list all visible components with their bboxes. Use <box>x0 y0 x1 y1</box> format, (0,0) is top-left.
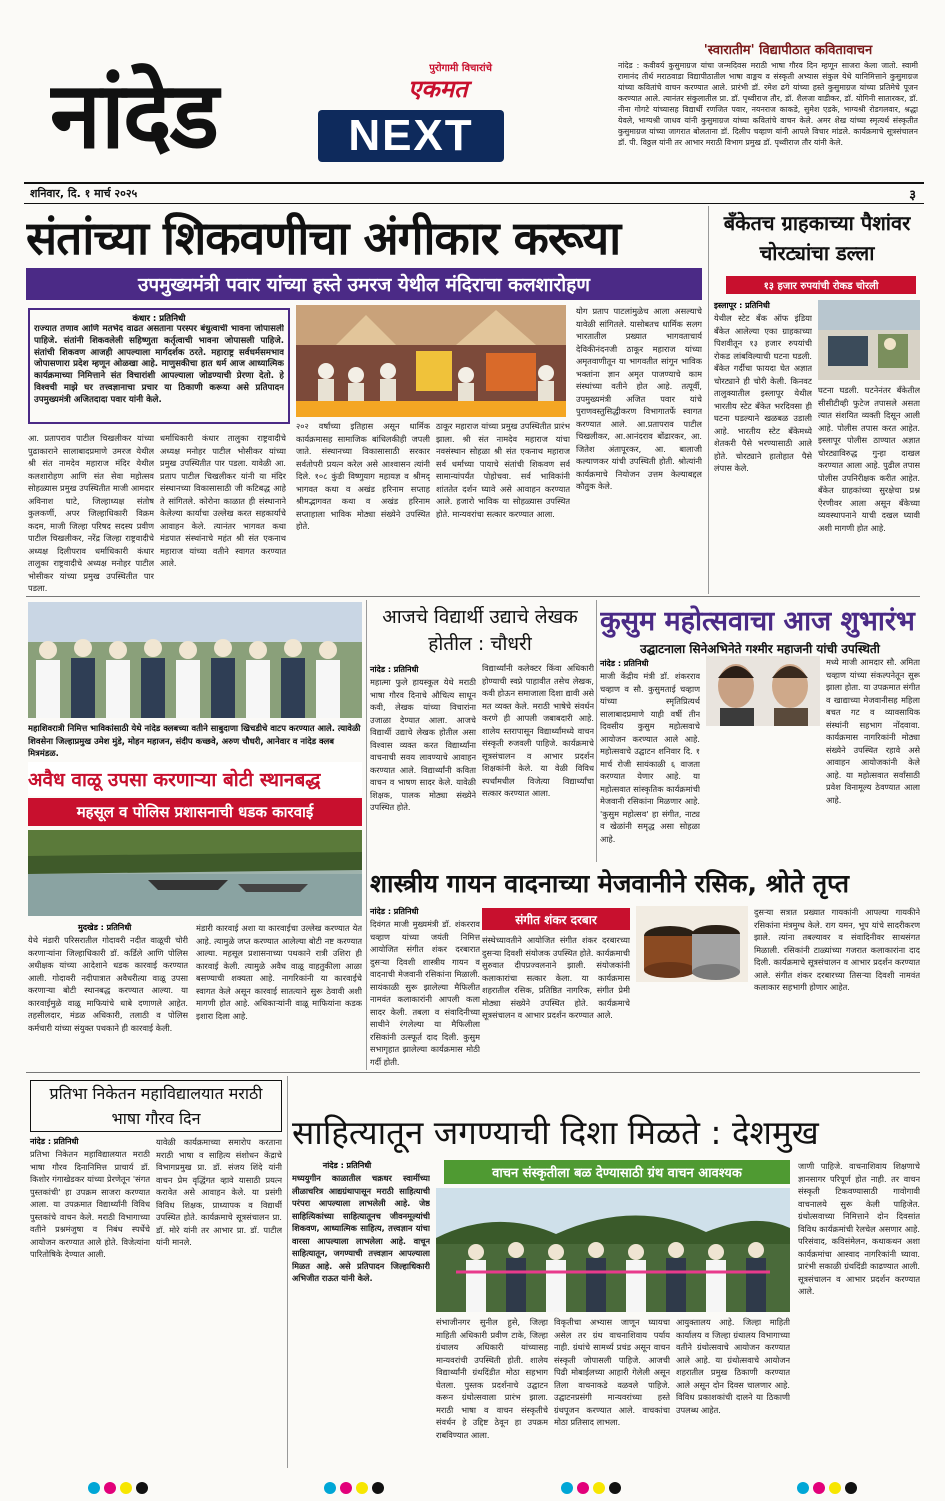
divider <box>596 600 597 862</box>
sand-band: महसूल व पोलिस प्रशासनाची धडक कारवाई <box>28 798 362 826</box>
temple-event-photo <box>296 305 566 417</box>
student-dateline: नांदेड : प्रतिनिधी <box>370 665 419 674</box>
book-festival-photo <box>436 1188 790 1312</box>
brand-logo: एकमत <box>408 75 468 103</box>
student-text-2: विद्यार्थ्यांनी कलेक्टर किंवा अधिकारी होण्याची स्वप्ने पाहावीत तसेच लेखक, कवी होऊन समाजाला दिशा द्यावी असे मत व्यक्त केले. मराठी भाषेचे संवर्धन करणे ही आपली जबाबदारी आहे. शालेय स्तरापासून विद्यार्थ्यांमध्ये वाचन संस्कृती रुजवली पाहिजे. कार्यक्रमाचे सूत्रसंचालन व आभार प्रदर्शन शिक्षकांनी केले. या वेळी विविध स्पर्धांमधील विजेत्या विद्यार्थ्यांचा सत्कार करण्यात आला. <box>482 663 594 798</box>
divider <box>366 600 367 1070</box>
classical-band: संगीत शंकर दरबार <box>482 908 630 930</box>
classical-headline: शास्त्रीय गायन वादनाच्या मेजवानीने रसिक, श्रोते तृप्त <box>370 869 850 898</box>
main-lead: राज्यात तणाव आणि मतभेद वाढत असताना परस्पर बंधुत्वाची भावना जोपासली पाहिजे. संतांनी शिकवलेली सहिष्णुता कर्तृत्वाची भावना जोपासली पाहिजे. संतांची शिकवण आजही आपल्याला मार्गदर्शक ठरते. महाराष्ट्र सर्वधर्मसमभाव जोपासणारा प्रदेश म्हणून ओळखा आहे. माणुसकीचा हात धर्म आज आध्यात्मिक कार्यक्रमाच्या निमित्ताने संत विचारांशी आपल्याला जोडण्याची प्रेरणा देतो. हे विश्वची माझे घर तत्त्वज्ञानाचा प्रचार या ठिकाणी करूया असे प्रतिपादन उपमुख्यमंत्री अजितदादा पवार यांनी केले. <box>34 324 284 405</box>
sahitya-text-2: संभाजीनगर सुनील हुसे, जिल्हा माहिती अधिकारी प्रवीण टाके, जिल्हा ग्रंथालय अधिकारी यांच्यासह मान्यवरांची उपस्थिती होती. शालेय विद्यार्थ्यांनी ग्रंथदिंडीत मोठा सहभाग घेतला. पुस्तक प्रदर्शनाचे उद्घाटन करून ग्रंथोत्सवाला प्रारंभ झाला. मराठी भाषा व वाचन संस्कृतीचे संवर्धन हे उद्दिष्ट ठेवून हा उपक्रम राबविण्यात आला. <box>436 1317 548 1440</box>
main-col-1: आ. प्रतापराव पाटील चिखलीकर यांच्या पुढाकाराने सालाबादप्रमाणे उमरज येथील श्री संत नामदेव महाराज मंदिर येथील कलशारोहण आणि संत सेवा महोत्सव सोहळ्यास प्रमुख उपस्थितीत माजी आमदार अविनाश घाटे, जिल्हाध्यक्ष संतोष कुलकर्णी, अपर जिल्हाधिकारी विक्रम कदम, माजी जिल्हा परिषद सदस्य प्रवीण पाटील चिखलीकर, नरेंद्र जिल्हा राष्ट्रवादीचे अध्यक्ष दिलीपराव धर्माधिकारी कंधार तालुका राष्ट्रवादीचे अध्यक्ष मनोहर पाटील भोसीकर यांच्या प्रमुख उपस्थितीत पार पडला. <box>28 433 154 592</box>
main-dateline: कंधार : प्रतिनिधी <box>132 314 186 324</box>
classical-text-2: संस्थेच्यावतीने आयोजित संगीत शंकर दरबारच्या दुसऱ्या दिवशी संयोजक उपस्थित होते. कार्यक्रमाची सुरुवात दीपप्रज्वलनाने झाली. संयोजकांनी कलाकारांचा सत्कार केला. या कार्यक्रमास शहरातील रसिक, प्रतिष्ठित नागरिक, संगीत प्रेमी मोठ्या संख्येने उपस्थित होते. कार्यक्रमाचे सूत्रसंचालन व आभार प्रदर्शन करण्यात आले. <box>482 935 630 1020</box>
main-lead-box <box>28 308 290 424</box>
kusum-dateline: नांदेड : प्रतिनिधी <box>600 659 649 668</box>
classical-text-3: दुसऱ्या सत्रात प्रख्यात गायकांनी आपल्या गायकीने रसिकांना मंत्रमुग्ध केले. राग यमन, भूप यांचे सादरीकरण झाले. त्यांना तबल्यावर व संवादिनीवर साथसंगत मिळाली. रसिकांनी टाळ्यांच्या गजरात कलाकारांना दाद दिली. कार्यक्रमाचे सूत्रसंचालन व आभार प्रदर्शन करण्यात आले. संगीत शंकर दरबारच्या तिसऱ्या दिवशी नामवंत कलाकार सहभागी होणार आहेत. <box>754 907 920 992</box>
bank-dateline: इस्लापूर : प्रतिनिधी <box>714 301 770 310</box>
bank-photo <box>818 300 920 380</box>
issue-date: शनिवार, दि. १ मार्च २०२५ <box>30 187 138 200</box>
pratibha-text: प्रतिभा निकेतन महाविद्यालयात मराठी भाषा गौरव दिनानिमित्त प्राचार्य डॉ. किशोर गंगाखेडकर यांच्या प्रेरणेतून 'संगत पुस्तकांची' हा उपक्रम साजरा करण्यात आला. या उपक्रमात विद्यार्थ्यांनी विविध पुस्तकांचे वाचन केले. मराठी विभागाच्या वतीने प्रश्नमंजुषा व निबंध स्पर्धेचे आयोजन करण्यात आले होते. विजेत्यांना पारितोषिके देण्यात आली. <box>30 1149 150 1259</box>
kusum-text-2: मध्ये माजी आमदार सौ. अमिता चव्हाण यांच्या संकल्पनेतून सुरू झाला होता. या उपक्रमात संगीत व खाद्याच्या मेजवानीसह महिला बचत गट व व्यावसायिक संस्थांनी सहभाग नोंदवावा. कार्यक्रमास नागरिकांनी मोठ्या संख्येने उपस्थित रहावे असे आवाहन आयोजकांनी केले आहे. या महोत्सवात सर्वांसाठी प्रवेश विनामूल्य ठेवण्यात आला आहे. <box>826 657 920 805</box>
page-number: ३ <box>909 188 916 203</box>
sahitya-band: वाचन संस्कृतीला बळ देण्यासाठी ग्रंथ वाचन आवश्यक <box>444 1160 790 1184</box>
divider <box>26 596 920 597</box>
bank-text-2: घटना घडली. घटनेनंतर बँकेतील सीसीटीव्ही फुटेज तपासले असता त्यात संशयित व्यक्ती दिसून आली आहे. पोलीस तपास करत आहेत. इस्लापूर पोलीस ठाण्यात अज्ञात चोरट्याविरुद्ध गुन्हा दाखल करण्यात आला आहे. पुढील तपास पोलीस उपनिरीक्षक करीत आहेत. बँकेत ग्राहकांच्या सुरक्षेचा प्रश्न ऐरणीवर आला असून बँकेच्या व्यवस्थापनाने याची दखल घ्यावी अशी मागणी होत आहे. <box>818 385 920 533</box>
sahitya-text-4: आयुक्तालय आहे. जिल्हा माहिती कार्यालय व जिल्हा ग्रंथालय विभागाच्या वतीने ग्रंथोत्सवाचे आयोजन करण्यात आले आहे. या ग्रंथोत्सवाचे आयोजन शहरातील प्रमुख ठिकाणी करण्यात आले असून दोन दिवस चालणार आहे. विविध प्रकाशकांची दालने या ठिकाणी उपलब्ध आहेत. <box>676 1317 790 1415</box>
brand-tagline: पुरोगामी विचारांचे <box>429 63 492 74</box>
river-boat-photo <box>28 830 362 916</box>
bank-headline: बँकेतच ग्राहकाच्या पैशांवर चोरट्यांचा डल्ला <box>723 211 911 265</box>
classical-text: दिवंगत माजी मुख्यमंत्री डॉ. शंकरराव चव्हाण यांच्या जयंती निमित्त आयोजित संगीत शंकर दरबारात दुसऱ्या दिवशी शास्त्रीय गायन व वादनाची मेजवानी रसिकांना मिळाली. सायंकाळी सुरू झालेल्या मैफिलीत नामवंत कलाकारांनी आपली कला सादर केली. तबला व संवादिनीच्या साथीने रंगलेल्या या मैफिलीला रसिकांनी उत्स्फूर्त दाद दिली. कुसुम सभागृहात झालेल्या कार्यक्रमास मोठी गर्दी होती. <box>370 919 480 1067</box>
sand-text: येथे मंडारी परिसरातील गोदावरी नदीत वाळूची चोरी करणाऱ्यांना जिल्हाधिकारी डॉ. कर्डिले आणि पोलिस अधीक्षक यांच्या आदेशाने धडक कारवाई करण्यात आली. गोदावरी नदीपात्रात अवैधरीत्या वाळू उपसा करणाऱ्या बोटी स्थानबद्ध करण्यात आल्या. या कारवाईमुळे वाळू माफियांचे धाबे दणाणले आहेत. तहसीलदार, मंडळ अधिकारी, तलाठी व पोलिस कर्मचारी यांच्या संयुक्त पथकाने ही कारवाई केली. <box>28 935 188 1033</box>
divider <box>26 1072 920 1073</box>
main-col-5: योग प्रताप पाटलांमुळेच आला असल्याचे यावेळी सांगितले. यासोबतच धार्मिक सलग भारतातील प्रख्यात भागवताचार्य देविकीनंदनजी ठाकूर महाराज यांच्या अमृतवाणीतून या भागवतीत सांगून भाविक भक्तांना ज्ञान अमृत पाजण्याचे काम संस्थांच्या वतीने होत आहे. तत्पूर्वी, उपमुख्यमंत्री अजित पवार यांचे पुराणवस्तुसिद्धीकरण विभागातर्फे स्वागत करण्यात आले. आ.प्रतापराव पाटील चिखलीकर, आ.आनंदराव बोंढारकर, आ. जितेश अंतापूरकर, आ. बालाजी कल्याणकर यांची उपस्थिती होती. श्रोत्यांनी कार्यक्रमाचे नियोजन उत्तम केल्याबद्दल कौतुक केले. <box>576 306 702 491</box>
sahitya-text-5: जाणी पाहिजे. वाचनाशिवाय शिक्षणाचे ज्ञानसागर परिपूर्ण होत नाही. तर वाचन संस्कृती टिकवण्यासाठी गावोगावी वाचनालये सुरू केली पाहिजेत. ग्रंथोत्सवाच्या निमित्ताने दोन दिवसांत विविध कार्यक्रमांची रेलचेल असणार आहे. परिसंवाद, कविसंमेलन, कथाकथन अशा कार्यक्रमांचा आस्वाद नागरिकांनी घ्यावा. प्रारंभी सकाळी ग्रंथदिंडी काढण्यात आली. सूत्रसंचालन व आभार प्रदर्शन करण्यात आले. <box>798 1161 920 1296</box>
divider <box>287 1076 288 1468</box>
pratibha-headline: प्रतिभा निकेतन महाविद्यालयात मराठी भाषा गौरव दिन <box>30 1080 282 1132</box>
main-headline: संतांच्या शिकवणीचा अंगीकार करूया <box>26 211 621 265</box>
club-photo-caption: महाशिवरात्री निमित्त भाविकांसाठी येथे नांदेड क्लबच्या वतीने साबुदाणा खिचडीचे वाटप करण्यात आले. त्यावेळी शिवसेना जिल्हाप्रमुख उमेश मुंडे, मोहन महाजन, संदीप कच्छवे, अरुण चौधरी, आनेवार व नांदेड क्लब मित्रमंडळ. <box>28 723 361 758</box>
club-photo <box>28 602 362 718</box>
print-registration-marks <box>0 1478 945 1498</box>
kusum-headline: कुसुम महोत्सवाचा आज शुभारंभ <box>600 606 915 637</box>
sand-text-2: मंडारी कारवाई अशा या कारवाईचा उल्लेख करण्यात येत आहे. त्यामुळे जप्त करण्यात आलेल्या बोटी नष्ट करण्यात आल्या. महसूल प्रशासनाच्या पथकाने रात्री उशिरा ही कारवाई केली. त्यामुळे अवैध वाळू वाहतुकीला आळा बसण्याची शक्यता आहे. नागरिकांनी या कारवाईचे स्वागत केले असून कारवाई सातत्याने सुरू ठेवावी अशी मागणी होत आहे. अधिकाऱ्यांनी वाळू माफियांना कडक इशारा दिला आहे. <box>196 923 362 1021</box>
top-right-headline: 'स्वारातीम' विद्यापीठात कवितावाचन <box>703 43 873 58</box>
sahitya-text: मध्ययुगीन काळातील चक्रधर स्वामींच्या लीळाचरित्र आद्यग्रंथापासून मराठी साहित्याची परंपरा आपल्याला लाभलेली आहे. जेष्ठ साहित्यिकांच्या साहित्यातूनच जीवनमूल्यांची शिकवण, आध्यात्मिक साहित्य, तत्त्वज्ञान यांचा वारसा आपल्याला लाभलेला आहे. वाचून साहित्यातून, जगण्याची तत्त्वज्ञान आपल्याला मिळत आहे. असे प्रतिपादन जिल्हाधिकारी अभिजीत राऊत यांनी केले. <box>292 1173 430 1283</box>
sand-headline: अवैध वाळू उपसा करणाऱ्या बोटी स्थानबद्ध <box>28 762 362 796</box>
sahitya-text-3: विकृतीचा अभ्यास जाणून घ्यायचा असेल तर ग्रंथ वाचनाशिवाय पर्याय नाही. ग्रंथांचे सामर्थ्य प्रचंड असून वाचन संस्कृती जोपासली पाहिजे. आजची पिढी मोबाईलच्या आहारी गेलेली असून तिला वाचनाकडे वळवले पाहिजे. उद्घाटनप्रसंगी मान्यवरांच्या हस्ते ग्रंथपूजन करण्यात आले. वाचकांचा मोठा प्रतिसाद लाभला. <box>554 1317 670 1427</box>
main-col-3: २०२ वर्षांच्या इतिहास असून धार्मिक कार्यक्रमासह सामाजिक बांधिलकीही जपली जाते. संस्थानच्या विकासासाठी सरकार सर्वतोपरी प्रयत्न करेल असे आश्वासन त्यांनी दिले. १०८ कुंडी विष्णुयाग महायज्ञ व श्रीमद् भागवत कथा व अखंड हरिनाम सप्ताह श्रीमद्भागवत कथा व अखंड हरिनाम सप्ताहाला भाविक मोठ्या संख्येने उपस्थित होते. <box>296 421 430 531</box>
kusum-text: माजी केंद्रीय मंत्री डॉ. शंकरराव चव्हाण व सौ. कुसुमताई चव्हाण यांच्या स्मृतिप्रित्यर्थ सालाबादप्रमाणे याही वर्षी तीन दिवसीय कुसुम महोत्सवाचे आयोजन करण्यात आले आहे. महोत्सवाचे उद्घाटन शनिवार दि. १ मार्च रोजी सायंकाळी ६ वाजता करण्यात येणार आहे. या महोत्सवात सांस्कृतिक कार्यक्रमांची मेजवानी रसिकांना मिळणार आहे. 'कुसुम महोत्सव' हा संगीत, नाट्य व खेळांनी समृद्ध असा सोहळा आहे. <box>600 671 700 844</box>
sand-dateline: मुदखेड : प्रतिनिधी <box>78 923 132 932</box>
main-col-2: धर्माधिकारी कंधार तालुका राष्ट्रवादीचे अध्यक्ष मनोहर पाटील भोसीकर यांच्या प्रमुख उपस्थितीत पार पडला. यावेळी आ. प्रताप पाटील चिखलीकर यांनी या मंदिर संस्थानच्या विकासासाठी जी कटिबद्ध आहे ते सांगितले. कोरोना काळात ही संस्थानाने केलेल्या कार्याचा उल्लेख करत सहकार्याचे आवाहन केले. त्यानंतर भागवत कथा मंडपात संस्थांनाचे महंत श्री संत एकनाथ महाराज यांच्या वतीने स्वागत करण्यात आले. <box>160 433 286 568</box>
masthead-city: नांदेड <box>50 62 217 169</box>
sahitya-dateline: नांदेड : प्रतिनिधी <box>322 1161 372 1170</box>
top-right-text: नांदेड : कवीवर्य कुसुमाग्रज यांचा जन्मदिवस मराठी भाषा गौरव दिन म्हणून साजरा केला जातो. स्वामी रामानंद तीर्थ मराठवाडा विद्यापीठातील भाषा वाङ्मय व संस्कृती अभ्यास संकुल येथे यानिमित्ताने कुसुमाग्रज यांच्या कवितांचे वाचन करण्यात आले. प्रारंभी डॉ. रमेश ढगे यांच्या हस्ते कुसुमाग्रज यांच्या प्रतिमेचे पूजन करण्यात आले. त्यानंतर संकुलातील प्रा. डॉ. पृथ्वीराज तौर, डॉ. शैलजा वाडीकर, डॉ. योगिनी सातारकर, डॉ. नीना गोगटे यांच्यासह विद्यार्थी रणजित पवार, नयनराज काकडे, सुमेश एडके, भाग्यश्री रोडगलवार, श्रद्धा येवले, भाग्यश्री जाधव यांनी कुसुमाग्रज यांच्या कवितांचे वाचन केले. अमर शेख यांच्या स्मृत्यर्थ संस्कृतीत कुसुमाग्रज यांच्या जागरात बोलताना डॉ. दिलीप चव्हाण यांनी आपले विचार मांडले. कार्यक्रमाचे सूत्रसंचालन डॉ. पी. विठ्ठल यांनी तर आभार मराठी विभाग प्रमुख डॉ. पृथ्वीराज तौर यांनी केले. <box>618 61 918 147</box>
actor-photo <box>706 656 820 726</box>
pratibha-dateline: नांदेड : प्रतिनिधी <box>30 1137 79 1146</box>
pratibha-text-2: यावेळी कार्यक्रमाच्या समारोप करताना मराठी भाषा व साहित्य संशोधन केंद्राचे विभागप्रमुख प्रा. डॉ. संजय शिंदे यांनी वाचन प्रेम वृद्धिंगत व्हावे यासाठी प्रयत्न करावेत असे आवाहन केले. या प्रसंगी विविध शिक्षक, प्राध्यापक व विद्यार्थी उपस्थित होते. कार्यक्रमाचे सूत्रसंचालन प्रा. डॉ. मोरे यांनी तर आभार प्रा. डॉ. पाटील यांनी मानले. <box>156 1137 282 1247</box>
main-col-4: ठाकूर महाराज यांच्या प्रमुख उपस्थितीत प्रारंभ झाला. श्री संत नामदेव महाराज यांचा नवसंस्थान सोहळा श्री संत एकनाथ महाराज सर्व धर्माच्या पायाचे संतांची शिकवण सर्व सामान्यांपर्यंत पोहोचवा. सर्व भाविकांनी शांततेत दर्शन घ्यावे असे आवाहन करण्यात आले. हजारो भाविक या सोहळ्यास उपस्थित होते. मान्यवरांचा सत्कार करण्यात आला. <box>436 421 570 519</box>
next-logo-text: NEXT <box>348 111 474 160</box>
date-bar <box>24 182 924 204</box>
tabla-photo <box>636 906 748 982</box>
student-headline: आजचे विद्यार्थी उद्याचे लेखक होतील : चौधरी <box>382 606 578 655</box>
bank-text: येथील स्टेट बँक ऑफ इंडिया बँकेत आलेल्या एका ग्राहकाच्या पिशवीतून १३ हजार रुपयांची रोकड लांबविल्याची घटना घडली. बँकेत गर्दीचा फायदा घेत अज्ञात चोरट्याने ही चोरी केली. किनवट तालुक्यातील इस्लापूर येथील भारतीय स्टेट बँकेत भरदिवसा ही घटना घडल्याने खळबळ उडाली आहे. भारतीय स्टेट बँकेमध्ये शेतकरी पैसे भरण्यासाठी आले होते. चोरट्याने हातोहात पैसे लंपास केले. <box>714 313 812 473</box>
bank-sub: १३ हजार रुपयांची रोकड चोरली <box>726 276 916 294</box>
student-text: महात्मा फुले हायस्कूल येथे मराठी भाषा गौरव दिनाचे औचित्य साधून कवी, लेखक यांच्या विचारांना उजाळा देण्यात आला. आजचे विद्यार्थी उद्याचे लेखक होतील असा विश्वास व्यक्त करत विद्यार्थ्यांना वाचनाची सवय लावण्याचे आवाहन करण्यात आले. विद्यार्थ्यांनी कविता वाचन व भाषण सादर केले. यावेळी शिक्षक, पालक मोठ्या संख्येने उपस्थित होते. <box>370 677 476 812</box>
kusum-sub: उद्घाटनाला सिनेअभिनेते गश्मीर महाजनी यांची उपस्थिती <box>640 642 880 656</box>
divider <box>708 206 709 594</box>
main-band: उपमुख्यमंत्री पवार यांच्या हस्ते उमरज येथील मंदिराचा कलशारोहण <box>26 268 702 300</box>
classical-dateline: नांदेड : प्रतिनिधी <box>370 907 419 916</box>
next-logo <box>318 110 504 162</box>
sahitya-headline: साहित्यातून जगण्याची दिशा मिळते : देशमुख <box>292 1113 819 1152</box>
